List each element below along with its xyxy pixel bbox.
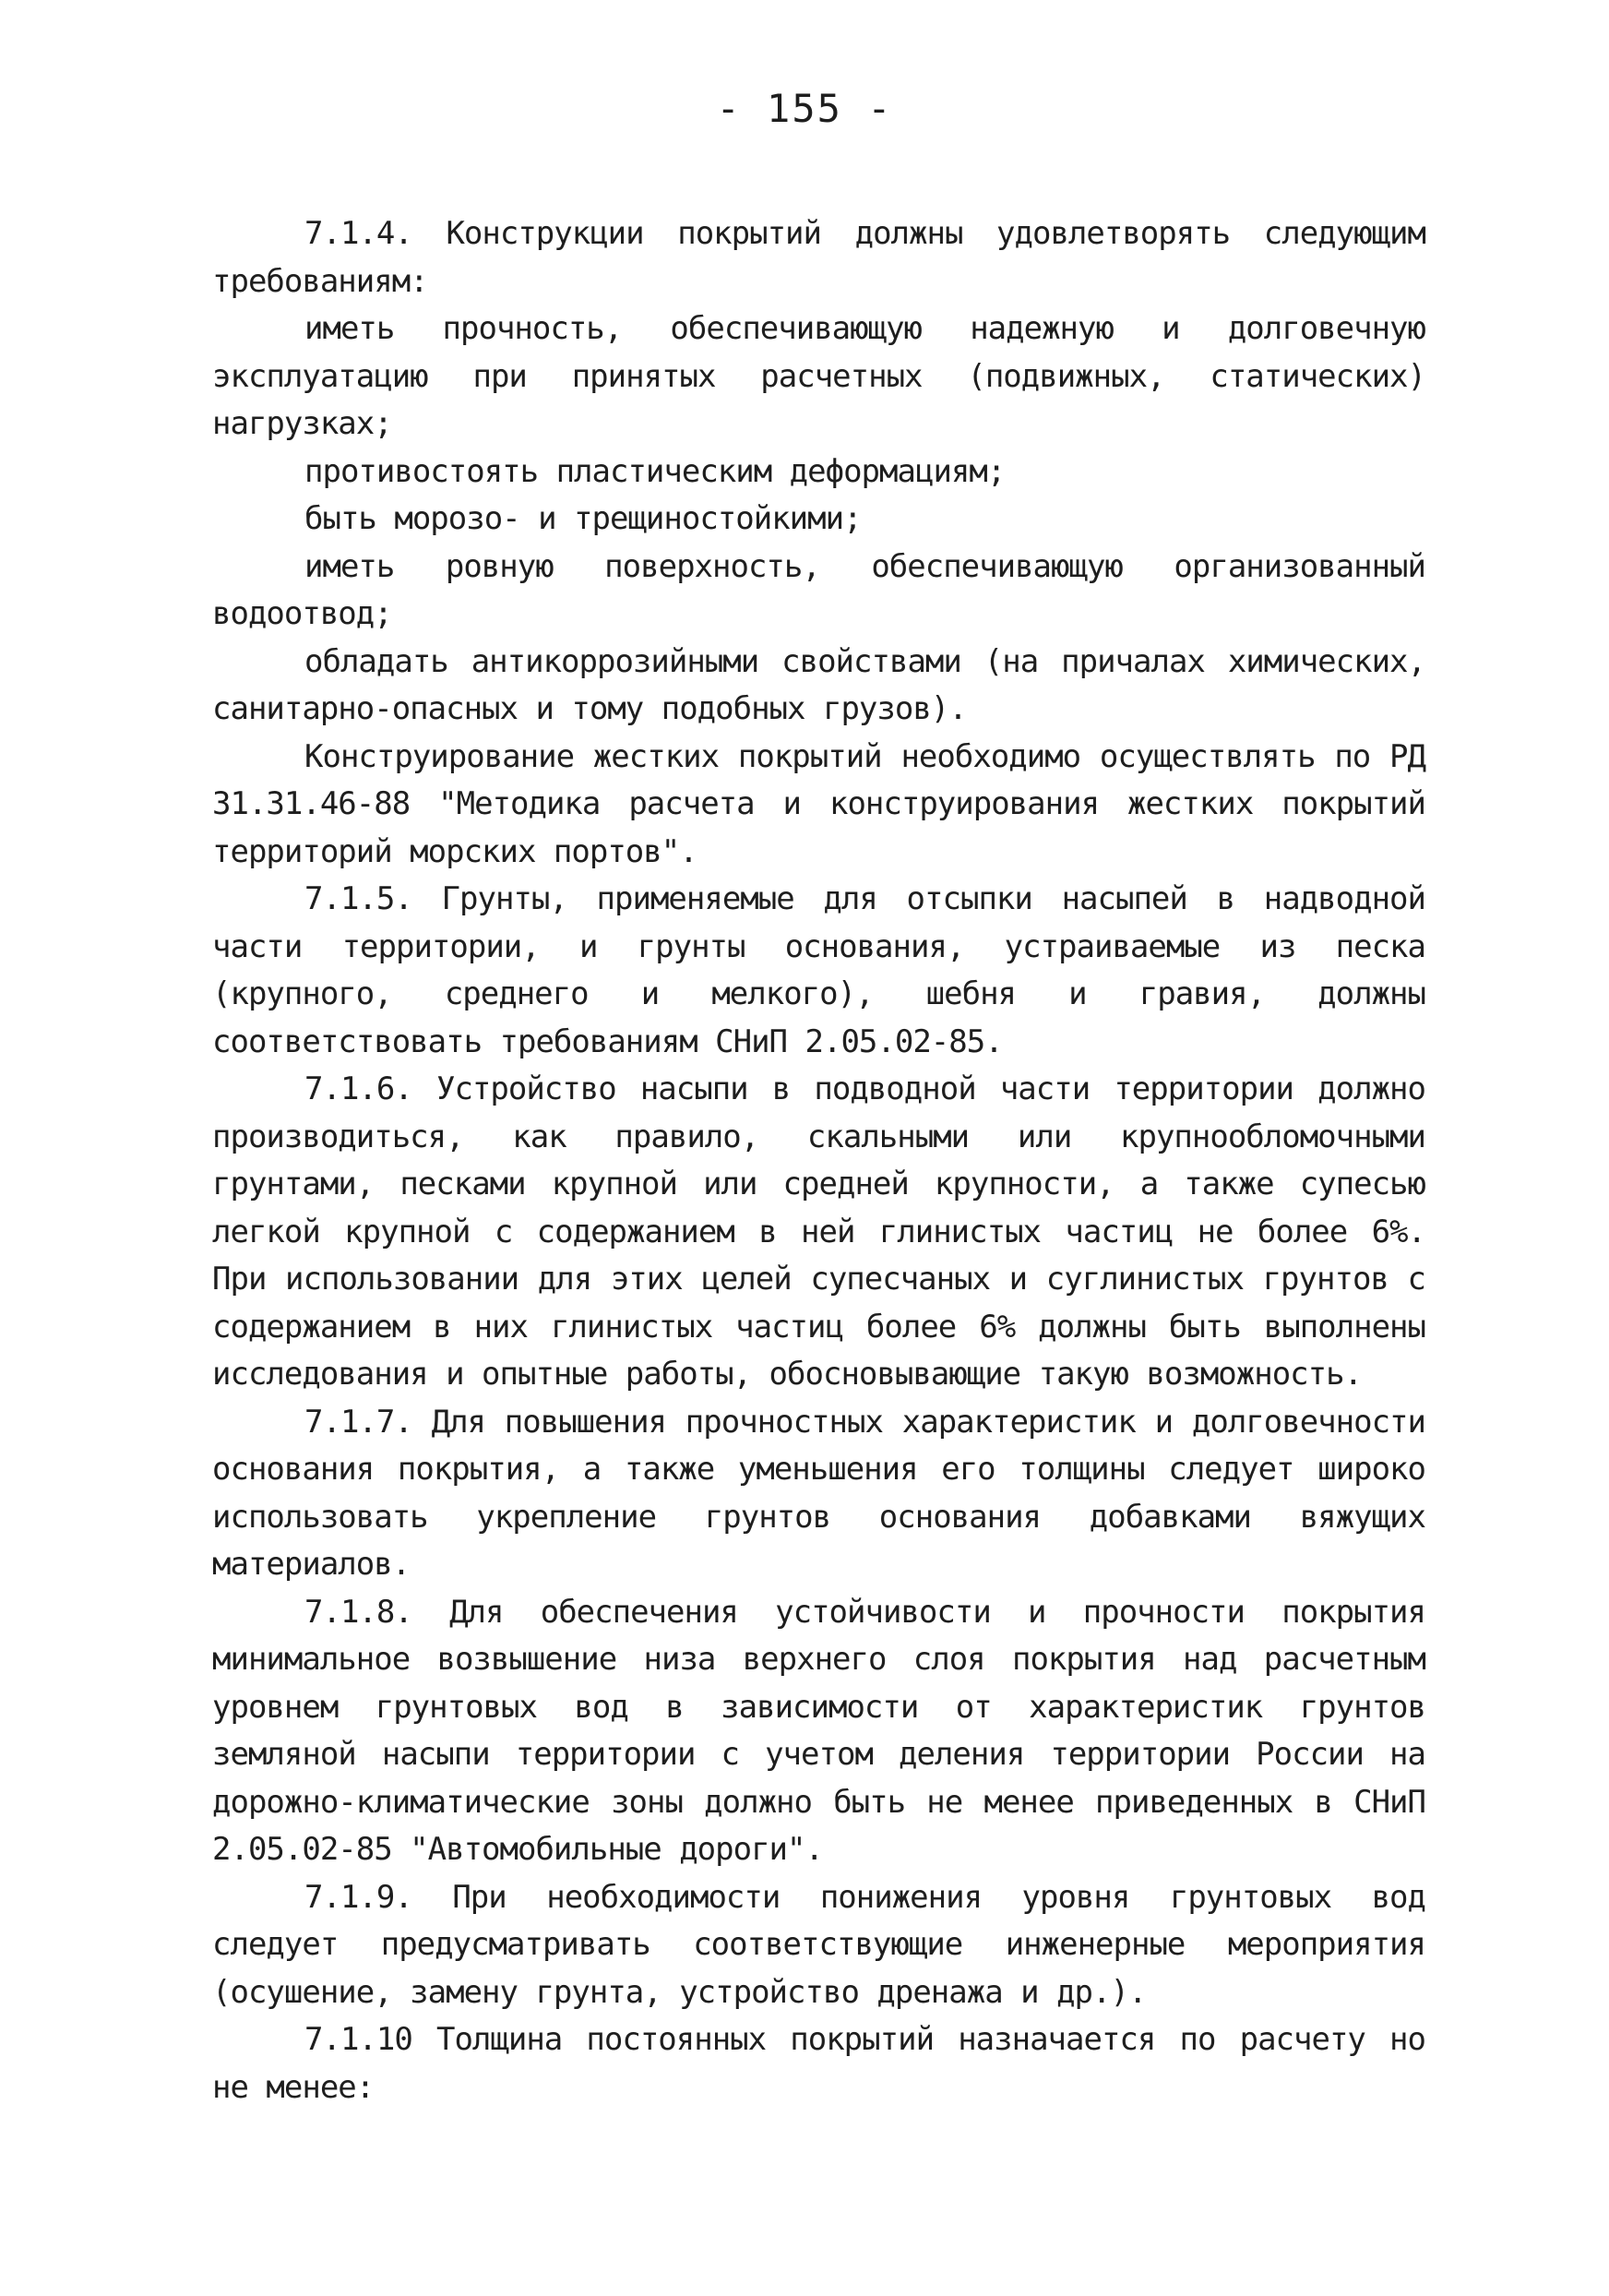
paragraph-7-1-9: 7.1.9. При необходимости понижения уровня грунтовых вод следует предусматривать соответствующие инженерные мероприятия (осушение, замену грунта, устройство дренажа и др.). (212, 1878, 1425, 2011)
paragraph-rigid-pavements: Конструирование жестких покрытий необходимо осуществлять по РД 31.31.46-88 "Методика расчета и конструирования жестких покрытий территорий морских портов". (212, 737, 1425, 870)
list-item-even-surface: иметь ровную поверхность, обеспечивающую организованный водоотвод; (212, 547, 1425, 632)
paragraph-7-1-8: 7.1.8. Для обеспечения устойчивости и прочности покрытия минимальное возвышение низа верхнего слоя покрытия над расчетным уровнем грунтовых вод в зависимости от характеристик грунтов земляной насыпи территории с учетом деления территории России на дорожно-климатические зоны должно быть не менее приведенных в СНиП 2.05.02-85 "Автомобильные дороги". (212, 1593, 1425, 1868)
paragraph-7-1-10: 7.1.10 Толщина постоянных покрытий назначается по расчету но не менее: (212, 2021, 1425, 2106)
list-item-anticorrosion: обладать антикоррозийными свойствами (на причалах химических, санитарно-опасных и тому подобных грузов). (212, 642, 1425, 727)
document-body (212, 210, 1425, 2111)
paragraph-7-1-4: 7.1.4. Конструкции покрытий должны удовлетворять следующим требованиям: (212, 215, 1425, 300)
paragraph-7-1-7: 7.1.7. Для повышения прочностных характеристик и долговечности основания покрытия, а также уменьшения его толщины следует широко использовать укрепление грунтов основания добавками вяжущих материалов. (212, 1403, 1425, 1583)
list-item-frost-resistance: быть морозо- и трещиностойкими; (304, 500, 862, 537)
paragraph-7-1-6: 7.1.6. Устройство насыпи в подводной части территории должно производиться, как правило, скальными или крупнообломочными грунтами, песками крупной или средней крупности, а также супесью легкой крупной с содержанием в ней глинистых частиц не более 6%. При использовании для этих целей супесчаных и суглинистых грунтов с содержанием в них глинистых частиц более 6% должны быть выполнены исследования и опытные работы, обосновывающие такую возможность. (212, 1070, 1425, 1393)
paragraph-7-1-5: 7.1.5. Грунты, применяемые для отсыпки насыпей в надводной части территории, и грунты основания, устраиваемые из песка (крупного, среднего и мелкого), шебня и гравия, должны соответствовать требованиям СНиП 2.05.02-85. (212, 880, 1425, 1060)
list-item-strength: иметь прочность, обеспечивающую надежную и долговечную эксплуатацию при принятых расчетных (подвижных, статических) нагрузках; (212, 310, 1425, 442)
page-number: - 155 - (716, 86, 893, 131)
list-item-deformation: противостоять пластическим деформациям; (304, 452, 1006, 490)
